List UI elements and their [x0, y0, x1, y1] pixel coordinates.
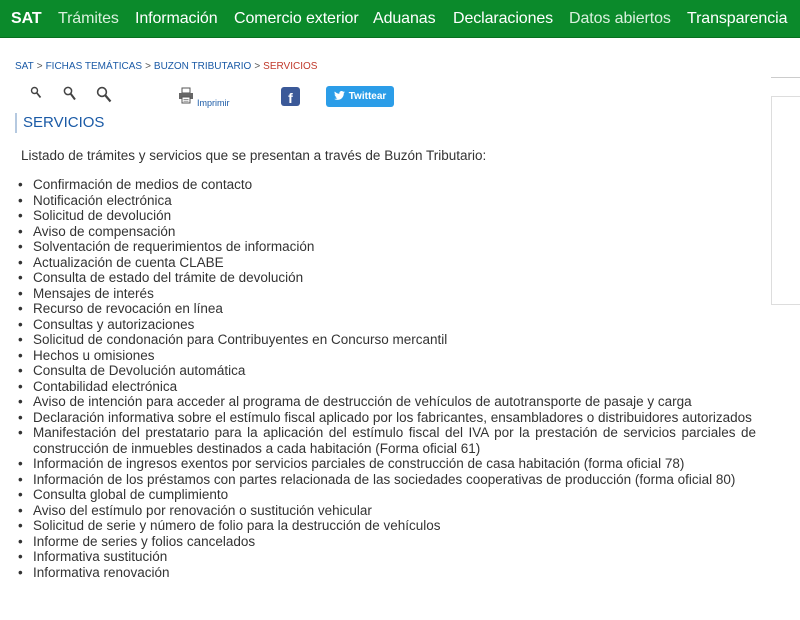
services-list — [18, 177, 756, 580]
service-list-item[interactable] — [18, 503, 756, 519]
service-label: Consulta de Devolución automática — [33, 363, 246, 378]
service-list-item[interactable] — [18, 410, 756, 426]
service-label: Recurso de revocación en línea — [33, 301, 223, 316]
side-divider — [771, 77, 800, 78]
breadcrumb-servicios: SERVICIOS — [263, 61, 318, 72]
service-label: Actualización de cuenta CLABE — [33, 254, 224, 270]
service-list-item[interactable] — [18, 425, 756, 456]
printer-icon — [178, 87, 194, 109]
zoom-large-icon[interactable] — [96, 86, 113, 107]
service-list-item[interactable] — [18, 549, 756, 565]
breadcrumb-separator: > — [36, 61, 43, 72]
twitter-bird-icon — [334, 91, 345, 103]
nav-item-aduanas[interactable]: Aduanas — [373, 9, 436, 27]
service-label: Aviso de intención para acceder al programa de destrucción de vehículos de autotransporte de pasaje y carga — [33, 394, 692, 409]
nav-item-declaraciones[interactable]: Declaraciones — [453, 9, 554, 27]
service-list-item[interactable] — [18, 286, 756, 302]
print-label: Imprimir — [197, 98, 230, 108]
service-label: Solventación de requerimientos de información — [33, 239, 315, 254]
service-list-item[interactable] — [18, 332, 756, 348]
service-label: Consultas y autorizaciones — [33, 316, 195, 332]
top-nav-bar — [0, 0, 800, 38]
service-label: Solicitud de devolución — [33, 208, 172, 223]
service-list-item[interactable] — [18, 472, 756, 488]
service-list-item[interactable] — [18, 301, 756, 317]
service-list-item[interactable] — [18, 317, 756, 333]
page-tools — [0, 84, 420, 108]
service-list-item[interactable] — [18, 177, 756, 193]
service-label: Mensajes de interés — [33, 285, 154, 301]
service-list-item[interactable] — [18, 193, 756, 209]
service-list-item[interactable] — [18, 224, 756, 240]
breadcrumb — [15, 61, 317, 72]
nav-item-datos-abiertos[interactable]: Datos abiertos — [569, 9, 671, 27]
service-list-item[interactable] — [18, 379, 756, 395]
facebook-share-button[interactable] — [281, 87, 300, 106]
twitter-share-button[interactable] — [326, 86, 394, 107]
nav-item-tramites[interactable]: Trámites — [58, 9, 119, 27]
service-list-item[interactable] — [18, 239, 756, 255]
service-list-item[interactable] — [18, 456, 756, 472]
service-label: Aviso del estímulo por renovación o sustitución vehicular — [33, 502, 372, 518]
nav-item-informacion[interactable]: Información — [135, 9, 218, 27]
service-label: Información de los préstamos con partes relacionada de las sociedades cooperativas de producción (forma oficial 80) — [33, 471, 736, 487]
breadcrumb-fichas-tematicas[interactable]: FICHAS TEMÁTICAS — [45, 61, 143, 72]
service-list-item[interactable] — [18, 348, 756, 364]
service-label: Declaración informativa sobre el estímulo fiscal aplicado por los fabricantes, ensambladores o distribuidores autorizados — [33, 409, 752, 425]
service-label: Confirmación de medios de contacto — [33, 177, 253, 192]
service-label: Solicitud de condonación para Contribuyentes en Concurso mercantil — [33, 332, 448, 347]
service-list-item[interactable] — [18, 255, 756, 271]
service-label: Información de ingresos exentos por servicios parciales de construcción de casa habitación (forma oficial 78) — [33, 456, 685, 471]
zoom-medium-icon[interactable] — [63, 86, 77, 105]
service-list-item[interactable] — [18, 487, 756, 503]
service-list-item[interactable] — [18, 518, 756, 534]
service-list-item[interactable] — [18, 565, 756, 581]
service-label: Informativa sustitución — [33, 549, 168, 564]
facebook-icon: f — [288, 90, 293, 106]
twitter-label: Twittear — [348, 91, 387, 102]
service-label: Hechos u omisiones — [33, 347, 155, 363]
zoom-small-icon[interactable] — [30, 86, 42, 103]
service-label: Informativa renovación — [33, 564, 170, 580]
side-panel — [771, 96, 800, 305]
breadcrumb-buzon-tributario[interactable]: BUZON TRIBUTARIO — [153, 61, 252, 72]
service-list-item[interactable] — [18, 363, 756, 379]
service-label: Notificación electrónica — [33, 192, 172, 208]
service-label: Solicitud de serie y número de folio para la destrucción de vehículos — [33, 518, 441, 533]
nav-item-sat[interactable]: SAT — [11, 9, 42, 27]
nav-item-comercio-exterior[interactable]: Comercio exterior — [234, 9, 359, 27]
page-title: SERVICIOS — [15, 113, 104, 133]
service-list-item[interactable] — [18, 270, 756, 286]
service-label: Manifestación del prestatario para la aplicación del estímulo fiscal del IVA por la prestación de servicios parciales de construcción de inmuebles destinados a cada habitación (Forma oficial 61) — [33, 425, 756, 456]
intro-text: Listado de trámites y servicios que se presentan a través de Buzón Tributario: — [21, 148, 487, 163]
service-label: Aviso de compensación — [33, 223, 176, 239]
service-label: Informe de series y folios cancelados — [33, 533, 256, 549]
service-label: Consulta global de cumplimiento — [33, 487, 229, 502]
service-label: Consulta de estado del trámite de devolución — [33, 270, 304, 285]
service-list-item[interactable] — [18, 394, 756, 410]
nav-item-transparencia[interactable]: Transparencia — [687, 9, 788, 27]
service-list-item[interactable] — [18, 534, 756, 550]
print-button[interactable] — [178, 87, 230, 109]
service-label: Contabilidad electrónica — [33, 378, 178, 394]
service-list-item[interactable] — [18, 208, 756, 224]
breadcrumb-separator: > — [254, 61, 261, 72]
breadcrumb-separator: > — [145, 61, 151, 72]
breadcrumb-sat[interactable]: SAT — [15, 61, 34, 72]
